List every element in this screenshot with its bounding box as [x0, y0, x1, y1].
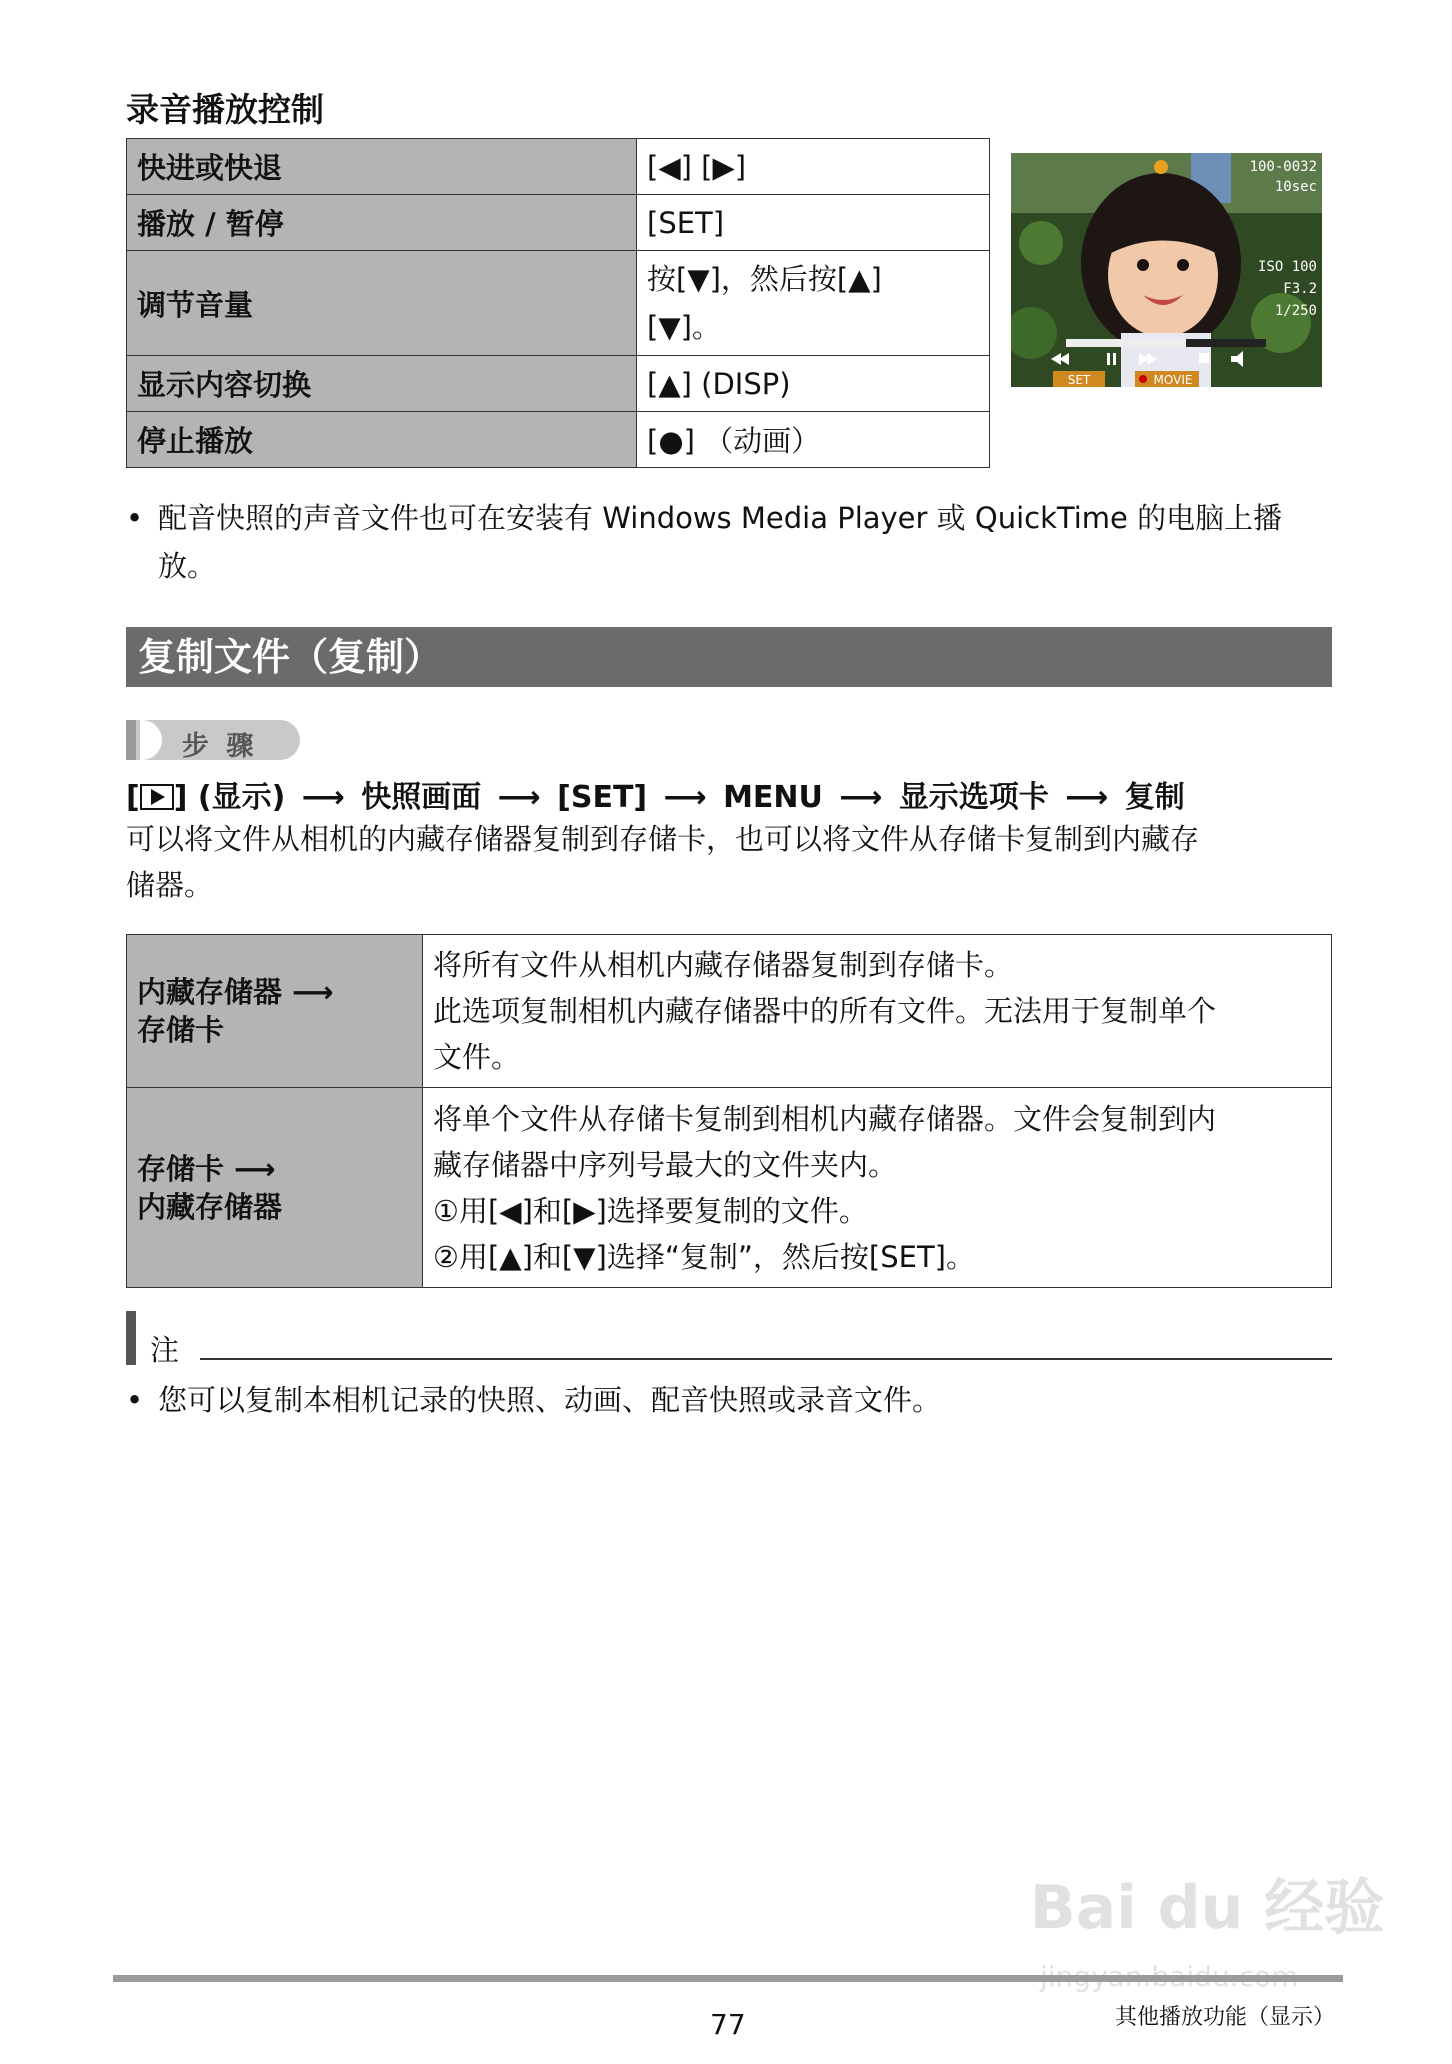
intro-paragraph: 可以将文件从相机的内藏存储器复制到存储卡，也可以将文件从存储卡复制到内藏存 储器。 [126, 822, 1200, 902]
arrow-icon: ⟶ [497, 780, 541, 815]
page-number: 77 [710, 2008, 746, 2041]
file-number-readout: 100-0032 [1249, 159, 1317, 175]
movie-label: MOVIE [1153, 373, 1193, 387]
note-bullet-text: 您可以复制本相机记录的快照、动画、配音快照或录音文件。 [158, 1383, 942, 1417]
divider [200, 1358, 1332, 1360]
copy-option-label: 存储卡 ⟶ 内藏存储器 [127, 1088, 423, 1288]
bullet-item: • 您可以复制本相机记录的快照、动画、配音快照或录音文件。 [126, 1376, 1346, 1424]
control-value: [◀] [▶] [637, 139, 990, 195]
duration-readout: 10sec [1274, 179, 1317, 195]
note-title: 注 [150, 1333, 180, 1367]
control-label: 播放 / 暂停 [127, 195, 637, 251]
copy-options-table [126, 934, 1332, 1288]
watermark: Bai du 经验 [1030, 1873, 1385, 1943]
shutter-readout: 1/250 [1274, 303, 1317, 319]
footer-rule [113, 1975, 1343, 1982]
copy-option-label: 内藏存储器 ⟶ 存储卡 [127, 935, 423, 1088]
control-value: [SET] [637, 195, 990, 251]
aperture-readout: F3.2 [1283, 281, 1317, 297]
progress-bar-fill [1066, 339, 1186, 347]
control-label: 停止播放 [127, 412, 637, 468]
photo-illustration [1011, 153, 1322, 387]
control-value-line: 按[▼]，然后按[▲] [647, 262, 882, 296]
section-title: 复制文件（复制） [126, 627, 1332, 687]
table-row [127, 139, 990, 195]
steps-badge [126, 720, 300, 760]
control-label: 快进或快退 [127, 139, 637, 195]
subheading-playback-control: 录音播放控制 [126, 90, 324, 129]
arrow-icon: ⟶ [663, 780, 707, 815]
playback-control-table [126, 138, 990, 468]
control-value: [▲] (DISP) [637, 356, 990, 412]
table-row [127, 251, 990, 356]
control-label: 显示内容切换 [127, 356, 637, 412]
bullet-text-line: 放。 [158, 549, 217, 583]
note-bar [126, 1311, 136, 1365]
arrow-icon: ⟶ [839, 780, 883, 815]
table-row [127, 195, 990, 251]
copy-option-description: 将单个文件从存储卡复制到相机内藏存储器。文件会复制到内 藏存储器中序列号最大的文件夹内。 ①用[◀]和[▶]选择要复制的文件。 ②用[▲]和[▼]选择“复制”，然后按[SET]。 [423, 1088, 1332, 1288]
iso-readout: ISO 100 [1257, 259, 1317, 275]
bullet-text-line: 配音快照的声音文件也可在安装有 Windows Media Player 或 QuickTime 的电脑上播 [158, 501, 1283, 535]
table-row [127, 412, 990, 468]
footer-chapter-title: 其他播放功能（显示） [1115, 2005, 1336, 2030]
steps-label: 步 骤 [182, 731, 258, 762]
bullet-item: • 配音快照的声音文件也可在安装有 Windows Media Player 或 QuickTime 的电脑上播 放。 [126, 494, 1346, 590]
table-row [127, 356, 990, 412]
set-label: SET [1067, 373, 1091, 387]
arrow-icon: ⟶ [1065, 780, 1109, 815]
camera-playback-photo [1011, 153, 1322, 387]
copy-option-description: 将所有文件从相机内藏存储器复制到存储卡。 此选项复制相机内藏存储器中的所有文件。无法用于复制单个 文件。 [423, 935, 1332, 1088]
control-value: [●] （动画） [637, 412, 990, 468]
play-icon [140, 784, 174, 810]
table-row [127, 935, 1332, 1088]
control-value-line: [▼]。 [647, 310, 721, 344]
menu-path: [ ] (显示) ⟶ 快照画面 ⟶ [SET] ⟶ MENU ⟶ 显示选项卡 ⟶ 复制 [126, 780, 1185, 815]
table-row [127, 1088, 1332, 1288]
control-value [637, 251, 990, 356]
control-label: 调节音量 [127, 251, 637, 356]
arrow-icon: ⟶ [301, 780, 345, 815]
